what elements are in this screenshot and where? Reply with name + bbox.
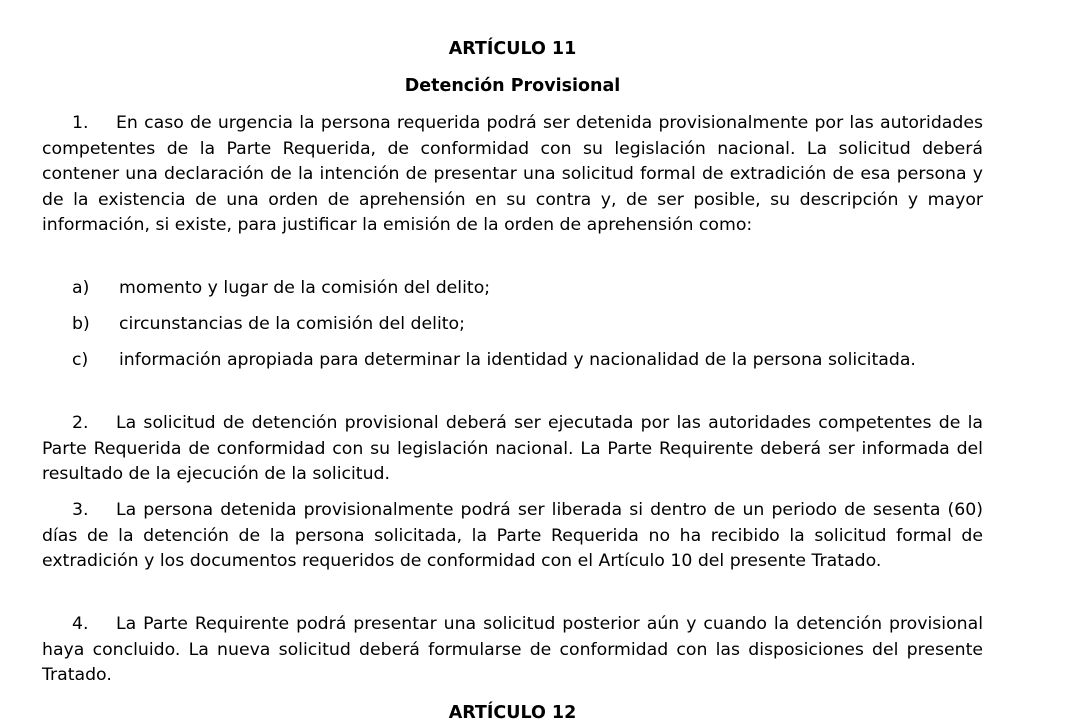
paragraph-text: La solicitud de detención provisional deberá ser ejecutada por las autoridades competentes de la Parte Requerida de conformidad con su legislación nacional. La Parte Requirente deberá ser informada del resultado de la ejecución de la solicitud. xyxy=(42,413,983,484)
paragraph-4 xyxy=(42,612,983,689)
paragraph-text: La persona detenida provisionalmente podrá ser liberada si dentro de un periodo de sesenta (60) días de la detención de la persona solicitada, la Parte Requerida no ha recibido la solicitud formal de extradición y los documentos requeridos de conformidad con el Artículo 10 del presente Tratado. xyxy=(42,500,983,571)
list-item-b xyxy=(42,312,983,338)
list-item-text: momento y lugar de la comisión del delito; xyxy=(119,278,491,298)
paragraph-3 xyxy=(42,498,983,575)
list-item-c xyxy=(42,348,983,374)
paragraph-1 xyxy=(42,111,983,239)
list-item-a xyxy=(42,276,983,302)
paragraph-number: 4. xyxy=(72,614,89,634)
paragraph-text: En caso de urgencia la persona requerida podrá ser detenida provisionalmente por las autoridades competentes de la Parte Requerida, de conformidad con su legislación nacional. La solicitud deberá contener una declaración de la intención de presentar una solicitud formal de extradición de esa persona y de la existencia de una orden de aprehensión en su contra y, de ser posible, su descripción y mayor información, si existe, para justificar la emisión de la orden de aprehensión como: xyxy=(42,113,983,235)
article-11-title: Detención Provisional xyxy=(404,76,621,96)
list-item-marker: c) xyxy=(72,350,89,370)
list-item-marker: a) xyxy=(72,278,90,298)
paragraph-2 xyxy=(42,411,983,488)
list-item-text: información apropiada para determinar la identidad y nacionalidad de la persona solicitada. xyxy=(119,350,916,370)
article-12-heading: ARTÍCULO 12 xyxy=(448,703,577,723)
paragraph-number: 1. xyxy=(72,113,89,133)
paragraph-text: La Parte Requirente podrá presentar una solicitud posterior aún y cuando la detención provisional haya concluido. La nueva solicitud deberá formularse de conformidad con las disposiciones del presente Tratado. xyxy=(42,614,983,685)
article-11-heading: ARTÍCULO 11 xyxy=(448,39,577,59)
paragraph-number: 2. xyxy=(72,413,89,433)
list-item-marker: b) xyxy=(72,314,90,334)
paragraph-number: 3. xyxy=(72,500,89,520)
list-item-text: circunstancias de la comisión del delito; xyxy=(119,314,465,334)
